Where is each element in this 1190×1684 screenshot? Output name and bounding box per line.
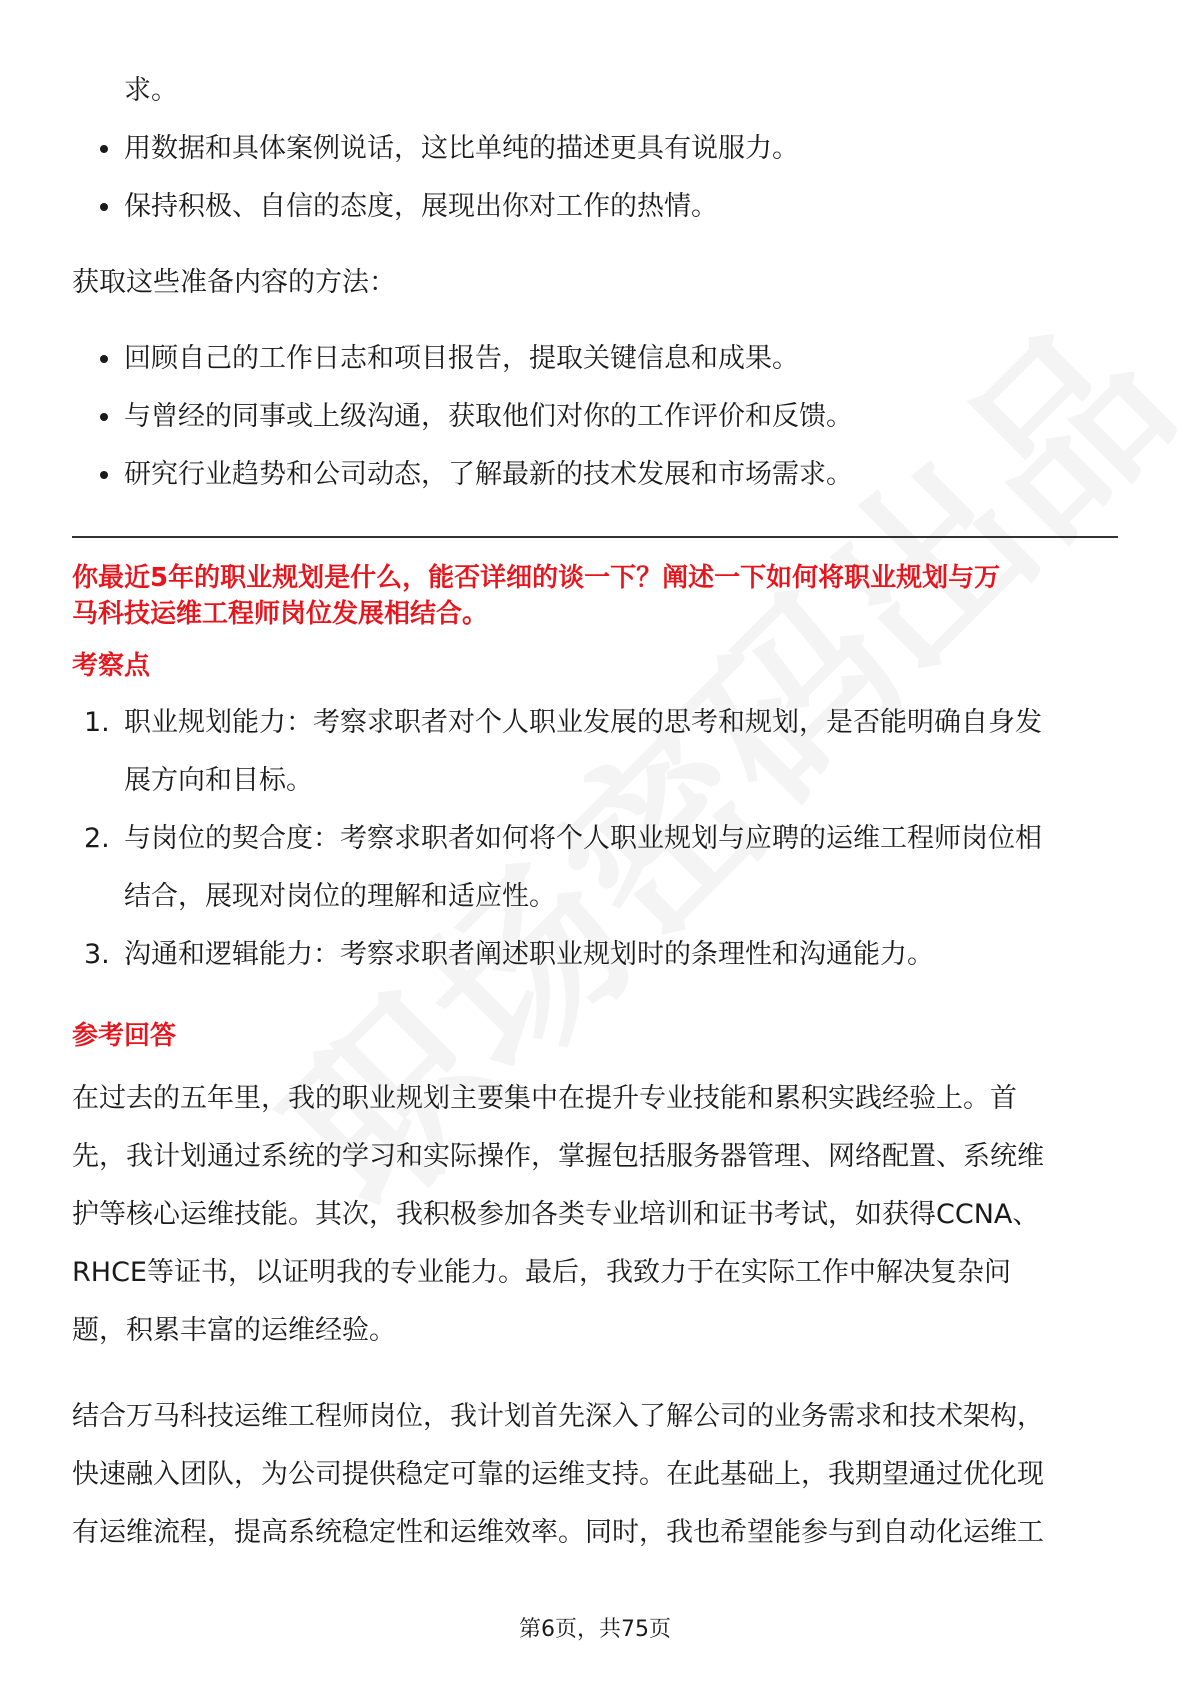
page-content xyxy=(72,62,1118,1562)
list-item: 3. 沟通和逻辑能力：考察求职者阐述职业规划时的条理性和沟通能力。 xyxy=(84,939,934,970)
list-item: 回顾自己的工作日志和项目报告，提取关键信息和成果。 xyxy=(72,330,1118,388)
page-number: 第6页，共75页 xyxy=(519,1617,671,1642)
list-item: 与曾经的同事或上级沟通，获取他们对你的工作评价和反馈。 xyxy=(72,388,1118,446)
list-item: 研究行业趋势和公司动态，了解最新的技术发展和市场需求。 xyxy=(72,446,1118,504)
list-item: 用数据和具体案例说话，这比单纯的描述更具有说服力。 xyxy=(72,120,1118,178)
methods-list xyxy=(72,330,1118,504)
answer-paragraph-2: 结合万马科技运维工程师岗位，我计划首先深入了解公司的业务需求和技术架构， 快速融入团队，为公司提供稳定可靠的运维支持。在此基础上，我期望通过优化现 有运维流程，提高系统稳定性和运维效率。同时，我也希望能参与到自动化运维工 xyxy=(72,1401,1044,1548)
bullet-icon xyxy=(100,355,108,363)
question-title-line-1: 你最近5年的职业规划是什么，能否详细的谈一下？阐述一下如何将职业规划与万 xyxy=(72,563,1001,593)
list-item: 1. 职业规划能力：考察求职者对个人职业发展的思考和规划，是否能明确自身发 展方向和目标。 xyxy=(84,707,1042,796)
exam-points-heading: 考察点 xyxy=(72,651,151,681)
bullet-icon xyxy=(100,471,108,479)
list-item: 保持积极、自信的态度，展现出你对工作的热情。 xyxy=(72,178,1118,236)
reference-answer-heading: 参考回答 xyxy=(72,1021,177,1051)
exam-points-list xyxy=(72,694,1118,984)
list-item: 2. 与岗位的契合度：考察求职者如何将个人职业规划与应聘的运维工程师岗位相 结合，展现对岗位的理解和适应性。 xyxy=(84,823,1042,912)
section-divider xyxy=(72,536,1118,538)
bullet-icon xyxy=(100,145,108,153)
bullet-icon xyxy=(100,203,108,211)
bullet-icon xyxy=(100,413,108,421)
question-title-line-2: 马科技运维工程师岗位发展相结合。 xyxy=(72,599,489,629)
methods-heading: 获取这些准备内容的方法： xyxy=(72,267,396,298)
answer-paragraph-1: 在过去的五年里，我的职业规划主要集中在提升专业技能和累积实践经验上。首 先，我计划通过系统的学习和实际操作，掌握包括服务器管理、网络配置、系统维 护等核心运维技能。其次，我积极参加各类专业培训和证书考试，如获得CCNA、 RHCE等证书，以证明我的专业能力。最后，我致力于在实际工作中解决复杂问 题，积累丰富的运维经验。 xyxy=(72,1083,1044,1346)
continuation-text: 求。 xyxy=(124,75,178,106)
tips-list xyxy=(72,120,1118,236)
